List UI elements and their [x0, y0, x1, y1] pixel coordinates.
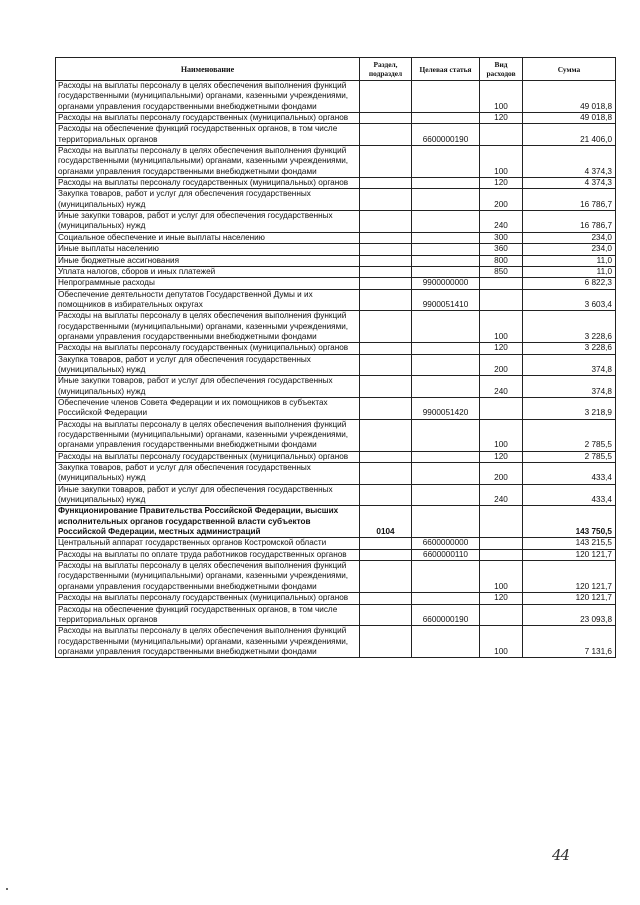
- row-type-cell: 240: [480, 376, 523, 398]
- row-sum-cell: 6 822,3: [523, 278, 616, 289]
- table-row: [56, 484, 616, 506]
- row-sum-cell: 16 786,7: [523, 189, 616, 211]
- table-row: [56, 189, 616, 211]
- row-type-cell: 100: [480, 81, 523, 113]
- row-section-cell: [360, 81, 412, 113]
- table-row: [56, 311, 616, 343]
- row-section-cell: [360, 244, 412, 255]
- table-row: [56, 113, 616, 124]
- header-name: Наименование: [56, 58, 360, 81]
- row-name-cell: Расходы на обеспечение функций государственных органов, в том числе территориальных органов: [56, 124, 360, 146]
- row-section-cell: [360, 189, 412, 211]
- row-sum-cell: 16 786,7: [523, 211, 616, 233]
- row-name-cell: Уплата налогов, сборов и иных платежей: [56, 266, 360, 277]
- scan-speck: [6, 888, 8, 890]
- row-section-cell: [360, 113, 412, 124]
- row-sum-cell: 11,0: [523, 255, 616, 266]
- row-section-cell: [360, 626, 412, 658]
- row-type-cell: 240: [480, 484, 523, 506]
- table-row: [56, 244, 616, 255]
- row-target-cell: [412, 484, 480, 506]
- table-row: [56, 81, 616, 113]
- row-target-cell: [412, 376, 480, 398]
- row-type-cell: [480, 289, 523, 311]
- row-type-cell: [480, 124, 523, 146]
- row-sum-cell: 143 215,5: [523, 538, 616, 549]
- table-row: [56, 146, 616, 178]
- row-sum-cell: 120 121,7: [523, 561, 616, 593]
- row-type-cell: [480, 278, 523, 289]
- table-row: [56, 354, 616, 376]
- row-name-cell: Расходы на выплаты персоналу в целях обеспечения выполнения функций государственными (муниципальными) органами, казенными учреждениями, органами управления государственными внебюджетными фондами: [56, 419, 360, 451]
- table-body: [56, 81, 616, 658]
- table-row: [56, 178, 616, 189]
- budget-table-page: [55, 57, 615, 658]
- row-type-cell: 100: [480, 419, 523, 451]
- row-sum-cell: 49 018,8: [523, 81, 616, 113]
- row-section-cell: [360, 419, 412, 451]
- row-section-cell: [360, 376, 412, 398]
- row-name-cell: Расходы на выплаты персоналу в целях обеспечения выполнения функций государственными (муниципальными) органами, казенными учреждениями, органами управления государственными внебюджетными фондами: [56, 311, 360, 343]
- row-section-cell: [360, 561, 412, 593]
- table-row: [56, 604, 616, 626]
- row-type-cell: [480, 538, 523, 549]
- row-target-cell: [412, 593, 480, 604]
- row-sum-cell: 433,4: [523, 484, 616, 506]
- table-row: [56, 232, 616, 243]
- row-sum-cell: 3 603,4: [523, 289, 616, 311]
- table-row: [56, 266, 616, 277]
- row-type-cell: 100: [480, 626, 523, 658]
- table-row: [56, 124, 616, 146]
- budget-table: [55, 57, 616, 658]
- row-target-cell: 6600000110: [412, 549, 480, 560]
- row-target-cell: [412, 189, 480, 211]
- row-name-cell: Расходы на выплаты персоналу государственных (муниципальных) органов: [56, 343, 360, 354]
- row-sum-cell: 4 374,3: [523, 178, 616, 189]
- row-sum-cell: 23 093,8: [523, 604, 616, 626]
- row-target-cell: 6600000190: [412, 124, 480, 146]
- row-type-cell: 120: [480, 451, 523, 462]
- row-sum-cell: 11,0: [523, 266, 616, 277]
- row-target-cell: [412, 244, 480, 255]
- row-section-cell: [360, 604, 412, 626]
- row-name-cell: Закупка товаров, работ и услуг для обеспечения государственных (муниципальных) нужд: [56, 354, 360, 376]
- row-target-cell: [412, 626, 480, 658]
- row-type-cell: [480, 549, 523, 560]
- row-name-cell: Социальное обеспечение и иные выплаты населению: [56, 232, 360, 243]
- row-target-cell: [412, 81, 480, 113]
- row-target-cell: [412, 419, 480, 451]
- row-target-cell: [412, 146, 480, 178]
- row-type-cell: 100: [480, 311, 523, 343]
- row-sum-cell: 49 018,8: [523, 113, 616, 124]
- row-section-cell: [360, 255, 412, 266]
- table-row: [56, 451, 616, 462]
- row-type-cell: 120: [480, 343, 523, 354]
- row-name-cell: Расходы на выплаты персоналу в целях обеспечения выполнения функций государственными (муниципальными) органами, казенными учреждениями, органами управления государственными внебюджетными фондами: [56, 561, 360, 593]
- row-name-cell: Обеспечение деятельности депутатов Государственной Думы и их помощников в избирательных округах: [56, 289, 360, 311]
- row-target-cell: [412, 354, 480, 376]
- header-sum: Сумма: [523, 58, 616, 81]
- row-name-cell: Расходы на выплаты персоналу в целях обеспечения выполнения функций государственными (муниципальными) органами, казенными учреждениями, органами управления государственными внебюджетными фондами: [56, 626, 360, 658]
- row-section-cell: [360, 311, 412, 343]
- row-sum-cell: 3 218,9: [523, 397, 616, 419]
- row-target-cell: [412, 178, 480, 189]
- row-name-cell: Расходы на выплаты персоналу государственных (муниципальных) органов: [56, 113, 360, 124]
- row-type-cell: 120: [480, 593, 523, 604]
- row-section-cell: [360, 538, 412, 549]
- row-name-cell: Иные закупки товаров, работ и услуг для обеспечения государственных (муниципальных) нужд: [56, 211, 360, 233]
- row-target-cell: [412, 311, 480, 343]
- row-type-cell: 200: [480, 189, 523, 211]
- table-row: [56, 463, 616, 485]
- table-row: [56, 549, 616, 560]
- row-name-cell: Центральный аппарат государственных органов Костромской области: [56, 538, 360, 549]
- page-number: 44: [552, 846, 570, 864]
- table-row: [56, 211, 616, 233]
- row-target-cell: 6600000000: [412, 538, 480, 549]
- row-target-cell: 9900051420: [412, 397, 480, 419]
- row-section-cell: [360, 593, 412, 604]
- row-sum-cell: 21 406,0: [523, 124, 616, 146]
- row-sum-cell: 4 374,3: [523, 146, 616, 178]
- row-section-cell: [360, 451, 412, 462]
- header-target: Целевая статья: [412, 58, 480, 81]
- row-section-cell: [360, 124, 412, 146]
- row-section-cell: [360, 484, 412, 506]
- row-target-cell: [412, 255, 480, 266]
- row-sum-cell: 374,8: [523, 376, 616, 398]
- row-section-cell: [360, 211, 412, 233]
- table-row: [56, 626, 616, 658]
- row-type-cell: 100: [480, 146, 523, 178]
- row-type-cell: [480, 397, 523, 419]
- row-section-cell: [360, 289, 412, 311]
- row-sum-cell: 2 785,5: [523, 451, 616, 462]
- row-sum-cell: 3 228,6: [523, 311, 616, 343]
- row-sum-cell: 234,0: [523, 232, 616, 243]
- row-section-cell: [360, 397, 412, 419]
- table-row: [56, 376, 616, 398]
- row-name-cell: Иные закупки товаров, работ и услуг для обеспечения государственных (муниципальных) нужд: [56, 376, 360, 398]
- row-name-cell: Обеспечение членов Совета Федерации и их помощников в субъектах Российской Федерации: [56, 397, 360, 419]
- row-name-cell: Расходы на выплаты персоналу государственных (муниципальных) органов: [56, 451, 360, 462]
- row-target-cell: [412, 561, 480, 593]
- table-row: [56, 593, 616, 604]
- table-row: [56, 289, 616, 311]
- row-section-cell: [360, 549, 412, 560]
- row-sum-cell: 7 131,6: [523, 626, 616, 658]
- header-type: Вид расходов: [480, 58, 523, 81]
- row-name-cell: Расходы на обеспечение функций государственных органов, в том числе территориальных органов: [56, 604, 360, 626]
- row-sum-cell: 374,8: [523, 354, 616, 376]
- row-name-cell: Непрограммные расходы: [56, 278, 360, 289]
- row-target-cell: [412, 211, 480, 233]
- row-name-cell: Иные закупки товаров, работ и услуг для обеспечения государственных (муниципальных) нужд: [56, 484, 360, 506]
- row-target-cell: [412, 266, 480, 277]
- table-row: [56, 255, 616, 266]
- row-section-cell: [360, 343, 412, 354]
- row-section-cell: [360, 232, 412, 243]
- row-type-cell: 200: [480, 463, 523, 485]
- row-type-cell: [480, 604, 523, 626]
- row-section-cell: 0104: [360, 506, 412, 538]
- table-row: [56, 343, 616, 354]
- row-type-cell: 200: [480, 354, 523, 376]
- row-sum-cell: 433,4: [523, 463, 616, 485]
- row-type-cell: 120: [480, 113, 523, 124]
- row-name-cell: Закупка товаров, работ и услуг для обеспечения государственных (муниципальных) нужд: [56, 463, 360, 485]
- row-target-cell: [412, 343, 480, 354]
- row-type-cell: [480, 506, 523, 538]
- row-sum-cell: 2 785,5: [523, 419, 616, 451]
- row-target-cell: [412, 113, 480, 124]
- row-name-cell: Иные выплаты населению: [56, 244, 360, 255]
- row-sum-cell: 120 121,7: [523, 593, 616, 604]
- row-type-cell: 240: [480, 211, 523, 233]
- table-row: [56, 506, 616, 538]
- row-target-cell: [412, 506, 480, 538]
- row-type-cell: 850: [480, 266, 523, 277]
- table-row: [56, 419, 616, 451]
- table-row: [56, 278, 616, 289]
- row-name-cell: Иные бюджетные ассигнования: [56, 255, 360, 266]
- table-row: [56, 561, 616, 593]
- header-section: Раздел, подраздел: [360, 58, 412, 81]
- row-target-cell: 9900051410: [412, 289, 480, 311]
- row-sum-cell: 3 228,6: [523, 343, 616, 354]
- row-name-cell: Закупка товаров, работ и услуг для обеспечения государственных (муниципальных) нужд: [56, 189, 360, 211]
- row-name-cell: Расходы на выплаты персоналу в целях обеспечения выполнения функций государственными (муниципальными) органами, казенными учреждениями, органами управления государственными внебюджетными фондами: [56, 81, 360, 113]
- row-target-cell: 9900000000: [412, 278, 480, 289]
- row-type-cell: 120: [480, 178, 523, 189]
- row-name-cell: Расходы на выплаты по оплате труда работников государственных органов: [56, 549, 360, 560]
- row-target-cell: [412, 232, 480, 243]
- row-name-cell: Расходы на выплаты персоналу в целях обеспечения выполнения функций государственными (муниципальными) органами, казенными учреждениями, органами управления государственными внебюджетными фондами: [56, 146, 360, 178]
- row-target-cell: [412, 451, 480, 462]
- row-sum-cell: 234,0: [523, 244, 616, 255]
- row-section-cell: [360, 146, 412, 178]
- row-name-cell: Функционирование Правительства Российской Федерации, высших исполнительных органов государственной власти субъектов Российской Федерации, местных администраций: [56, 506, 360, 538]
- row-type-cell: 100: [480, 561, 523, 593]
- table-header-row: [56, 58, 616, 81]
- table-row: [56, 397, 616, 419]
- row-type-cell: 360: [480, 244, 523, 255]
- row-sum-cell: 120 121,7: [523, 549, 616, 560]
- row-section-cell: [360, 178, 412, 189]
- row-name-cell: Расходы на выплаты персоналу государственных (муниципальных) органов: [56, 593, 360, 604]
- row-target-cell: 6600000190: [412, 604, 480, 626]
- row-name-cell: Расходы на выплаты персоналу государственных (муниципальных) органов: [56, 178, 360, 189]
- row-type-cell: 800: [480, 255, 523, 266]
- row-section-cell: [360, 354, 412, 376]
- row-sum-cell: 143 750,5: [523, 506, 616, 538]
- row-target-cell: [412, 463, 480, 485]
- table-row: [56, 538, 616, 549]
- row-section-cell: [360, 463, 412, 485]
- row-type-cell: 300: [480, 232, 523, 243]
- row-section-cell: [360, 266, 412, 277]
- row-section-cell: [360, 278, 412, 289]
